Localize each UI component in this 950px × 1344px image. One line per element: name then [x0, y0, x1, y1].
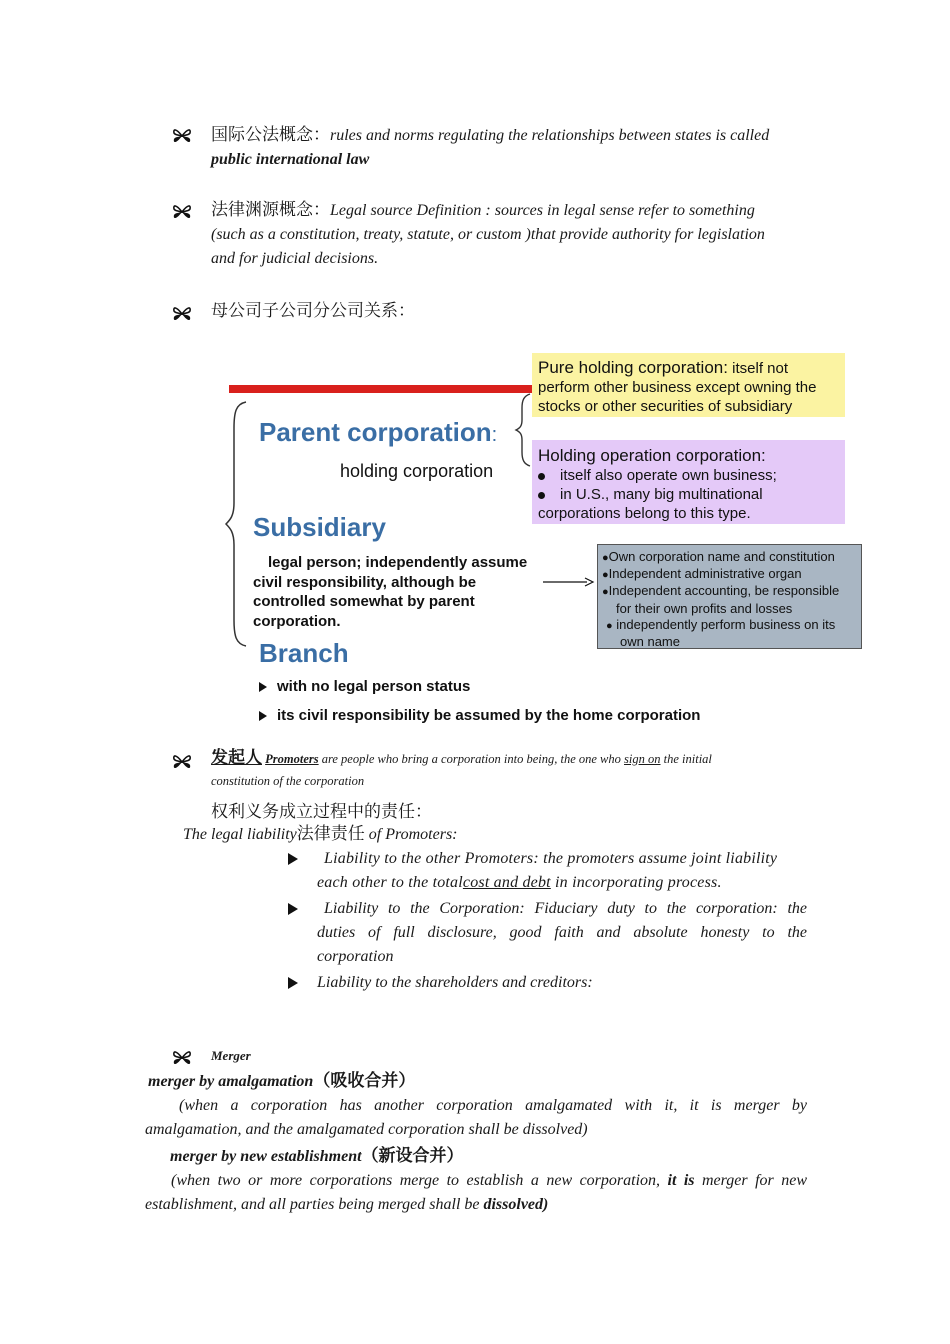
merger-new-establishment-heading [170, 1144, 464, 1169]
promoters-liability-heading [183, 822, 458, 847]
holding-operation-title: Holding operation corporation: [538, 446, 766, 465]
term-public-international-law: public international law [211, 151, 370, 168]
branch-title: Branch [259, 638, 349, 668]
feature-3: Independent accounting, be responsible [608, 583, 840, 599]
liability-item-3: Liability to the shareholders and creditors: [317, 974, 593, 991]
merger-new-establishment-cn: （新设合并） [361, 1146, 464, 1166]
merger-new-establishment-desc [145, 1169, 807, 1217]
merger-amalgamation-heading [148, 1069, 415, 1094]
liability-heading-a: The legal liability [183, 826, 297, 843]
definition-text: rules and norms regulating the relationships between states is called [330, 127, 770, 144]
holding-corporation-label: holding corporation [340, 461, 494, 481]
promoters-def-a: are people who bring a corporation into being, the one who [321, 752, 621, 766]
merger-amalgamation-line-2: amalgamation, and the amalgamated corporation shall be dissolved) [145, 1121, 588, 1138]
merger-new-line-1c: merger for new [702, 1172, 807, 1189]
merger-new-line-1a: (when two or more corporations merge to establish a new corporation, [171, 1172, 661, 1189]
merger-amalgamation-cn: （吸收合并） [313, 1071, 416, 1091]
liability-1-underlined: cost and debt [462, 874, 551, 891]
holding-operation-bullet-2: in U.S., many big multinational [560, 486, 763, 503]
arrow-bullet-icon [288, 974, 308, 992]
merger-heading: Merger [211, 1048, 251, 1063]
merger-new-establishment-term: merger by new establishment [170, 1148, 362, 1165]
subsidiary-line-3: controlled somewhat by parent [253, 593, 475, 610]
subsidiary-line-1: legal person; independently assume [268, 554, 528, 571]
pure-holding-text-2: perform other business except owning the [538, 379, 817, 396]
feature-4: independently perform business on its [616, 616, 836, 632]
ornament-bullet-icon [172, 752, 192, 772]
liability-heading-b: of Promoters: [368, 826, 458, 843]
holding-operation-text-3: corporations belong to this type. [538, 505, 751, 522]
merger-amalgamation-line-1: (when a corporation has another corporation amalgamated with it, it is merger by [179, 1097, 807, 1114]
ornament-bullet-icon [172, 126, 192, 146]
liability-item-1 [317, 847, 807, 895]
rights-obligations-heading: 权利义务成立过程中的责任： [211, 802, 432, 822]
company-relations-heading: 母公司子公司分公司关系： [211, 301, 415, 320]
parent-brace [512, 392, 534, 468]
liability-1-line-1: Liability to the other Promoters: the promoters assume joint liability [324, 850, 778, 867]
ornament-bullet-icon [172, 304, 192, 324]
left-brace [222, 398, 252, 650]
legal-source-item [211, 198, 811, 271]
liability-heading-cn: 法律责任 [296, 824, 365, 843]
branch-point-1 [259, 677, 470, 697]
promoters-def-b: the initial [663, 752, 712, 766]
chinese-label: 法律渊源概念： [211, 200, 330, 219]
pure-holding-title: Pure holding corporation: [538, 358, 728, 377]
promoters-cn-label: 发起人 [211, 748, 262, 768]
promoters-term: Promoters [265, 752, 319, 766]
bullet-dot-icon [538, 473, 545, 480]
holding-operation-bullet-1: itself also operate own business; [560, 467, 777, 484]
subsidiary-title: Subsidiary [253, 512, 386, 542]
pure-holding-text-3: stocks or other securities of subsidiary [538, 398, 793, 415]
subsidiary-features-box: ●Own corporation name and constitution ●Independent administrative organ ●Independent accounting, be responsible for their own profits and losses ● independently perform business on its own name [597, 544, 862, 649]
feature-3-cont: for their own profits and losses [616, 600, 793, 616]
arrow-bullet-icon [288, 850, 308, 868]
feature-4-cont: own name [620, 634, 680, 650]
branch-point-2 [259, 706, 700, 726]
right-arrow-icon [543, 576, 595, 588]
merger-new-line-2a: establishment, and all parties being merged shall be [145, 1196, 480, 1213]
definition-line-3: and for judicial decisions. [211, 250, 379, 267]
chinese-label: 国际公法概念： [211, 125, 330, 144]
pure-holding-text-1: itself not [732, 360, 789, 377]
red-bar [229, 385, 532, 393]
liability-2-line-3: corporation [317, 948, 394, 965]
subsidiary-description [253, 553, 527, 631]
merger-new-line-2-bold: dissolved) [483, 1196, 549, 1213]
feature-2: Independent administrative organ [608, 566, 802, 582]
bullet-dot-icon [538, 492, 545, 499]
liability-1-line-2b: in incorporating process. [555, 874, 722, 891]
arrow-bullet-icon [259, 711, 267, 721]
arrow-bullet-icon [288, 900, 308, 918]
branch-point-1-text: with no legal person status [277, 678, 471, 695]
parent-title-text: Parent corporation [259, 417, 492, 447]
merger-amalgamation-term: merger by amalgamation [148, 1073, 314, 1090]
pure-holding-box [532, 353, 845, 417]
parent-colon: : [491, 424, 498, 446]
liability-2-line-2: duties of full disclosure, good faith and absolute honesty to the [317, 924, 807, 941]
holding-operation-box [532, 440, 845, 524]
promoters-def-underlined: sign on [624, 752, 661, 766]
promoters-definition [211, 747, 811, 792]
ornament-bullet-icon [172, 202, 192, 222]
definition-line-2: (such as a constitution, treaty, statute, or custom )that provide authority for legislation [211, 226, 765, 243]
liability-2-line-1: Liability to the Corporation: Fiduciary duty to the corporation: the [324, 900, 807, 917]
liability-1-line-2a: each other to the total [317, 874, 463, 891]
merger-new-line-1-bold: it is [667, 1172, 695, 1189]
merger-amalgamation-desc [145, 1094, 807, 1142]
feature-1: Own corporation name and constitution [608, 549, 835, 564]
ornament-bullet-icon [172, 1048, 192, 1068]
promoters-def-line-2: constitution of the corporation [211, 774, 365, 788]
arrow-bullet-icon [259, 682, 267, 692]
parent-corporation-title [259, 417, 497, 448]
branch-point-2-text: its civil responsibility be assumed by the home corporation [277, 707, 701, 724]
subsidiary-line-4: corporation. [253, 612, 341, 630]
subsidiary-line-2: civil responsibility, although be [253, 573, 477, 591]
liability-item-2 [317, 897, 807, 969]
public-international-law-item [211, 123, 811, 172]
definition-line-1: Legal source Definition : sources in legal sense refer to something [330, 202, 755, 219]
